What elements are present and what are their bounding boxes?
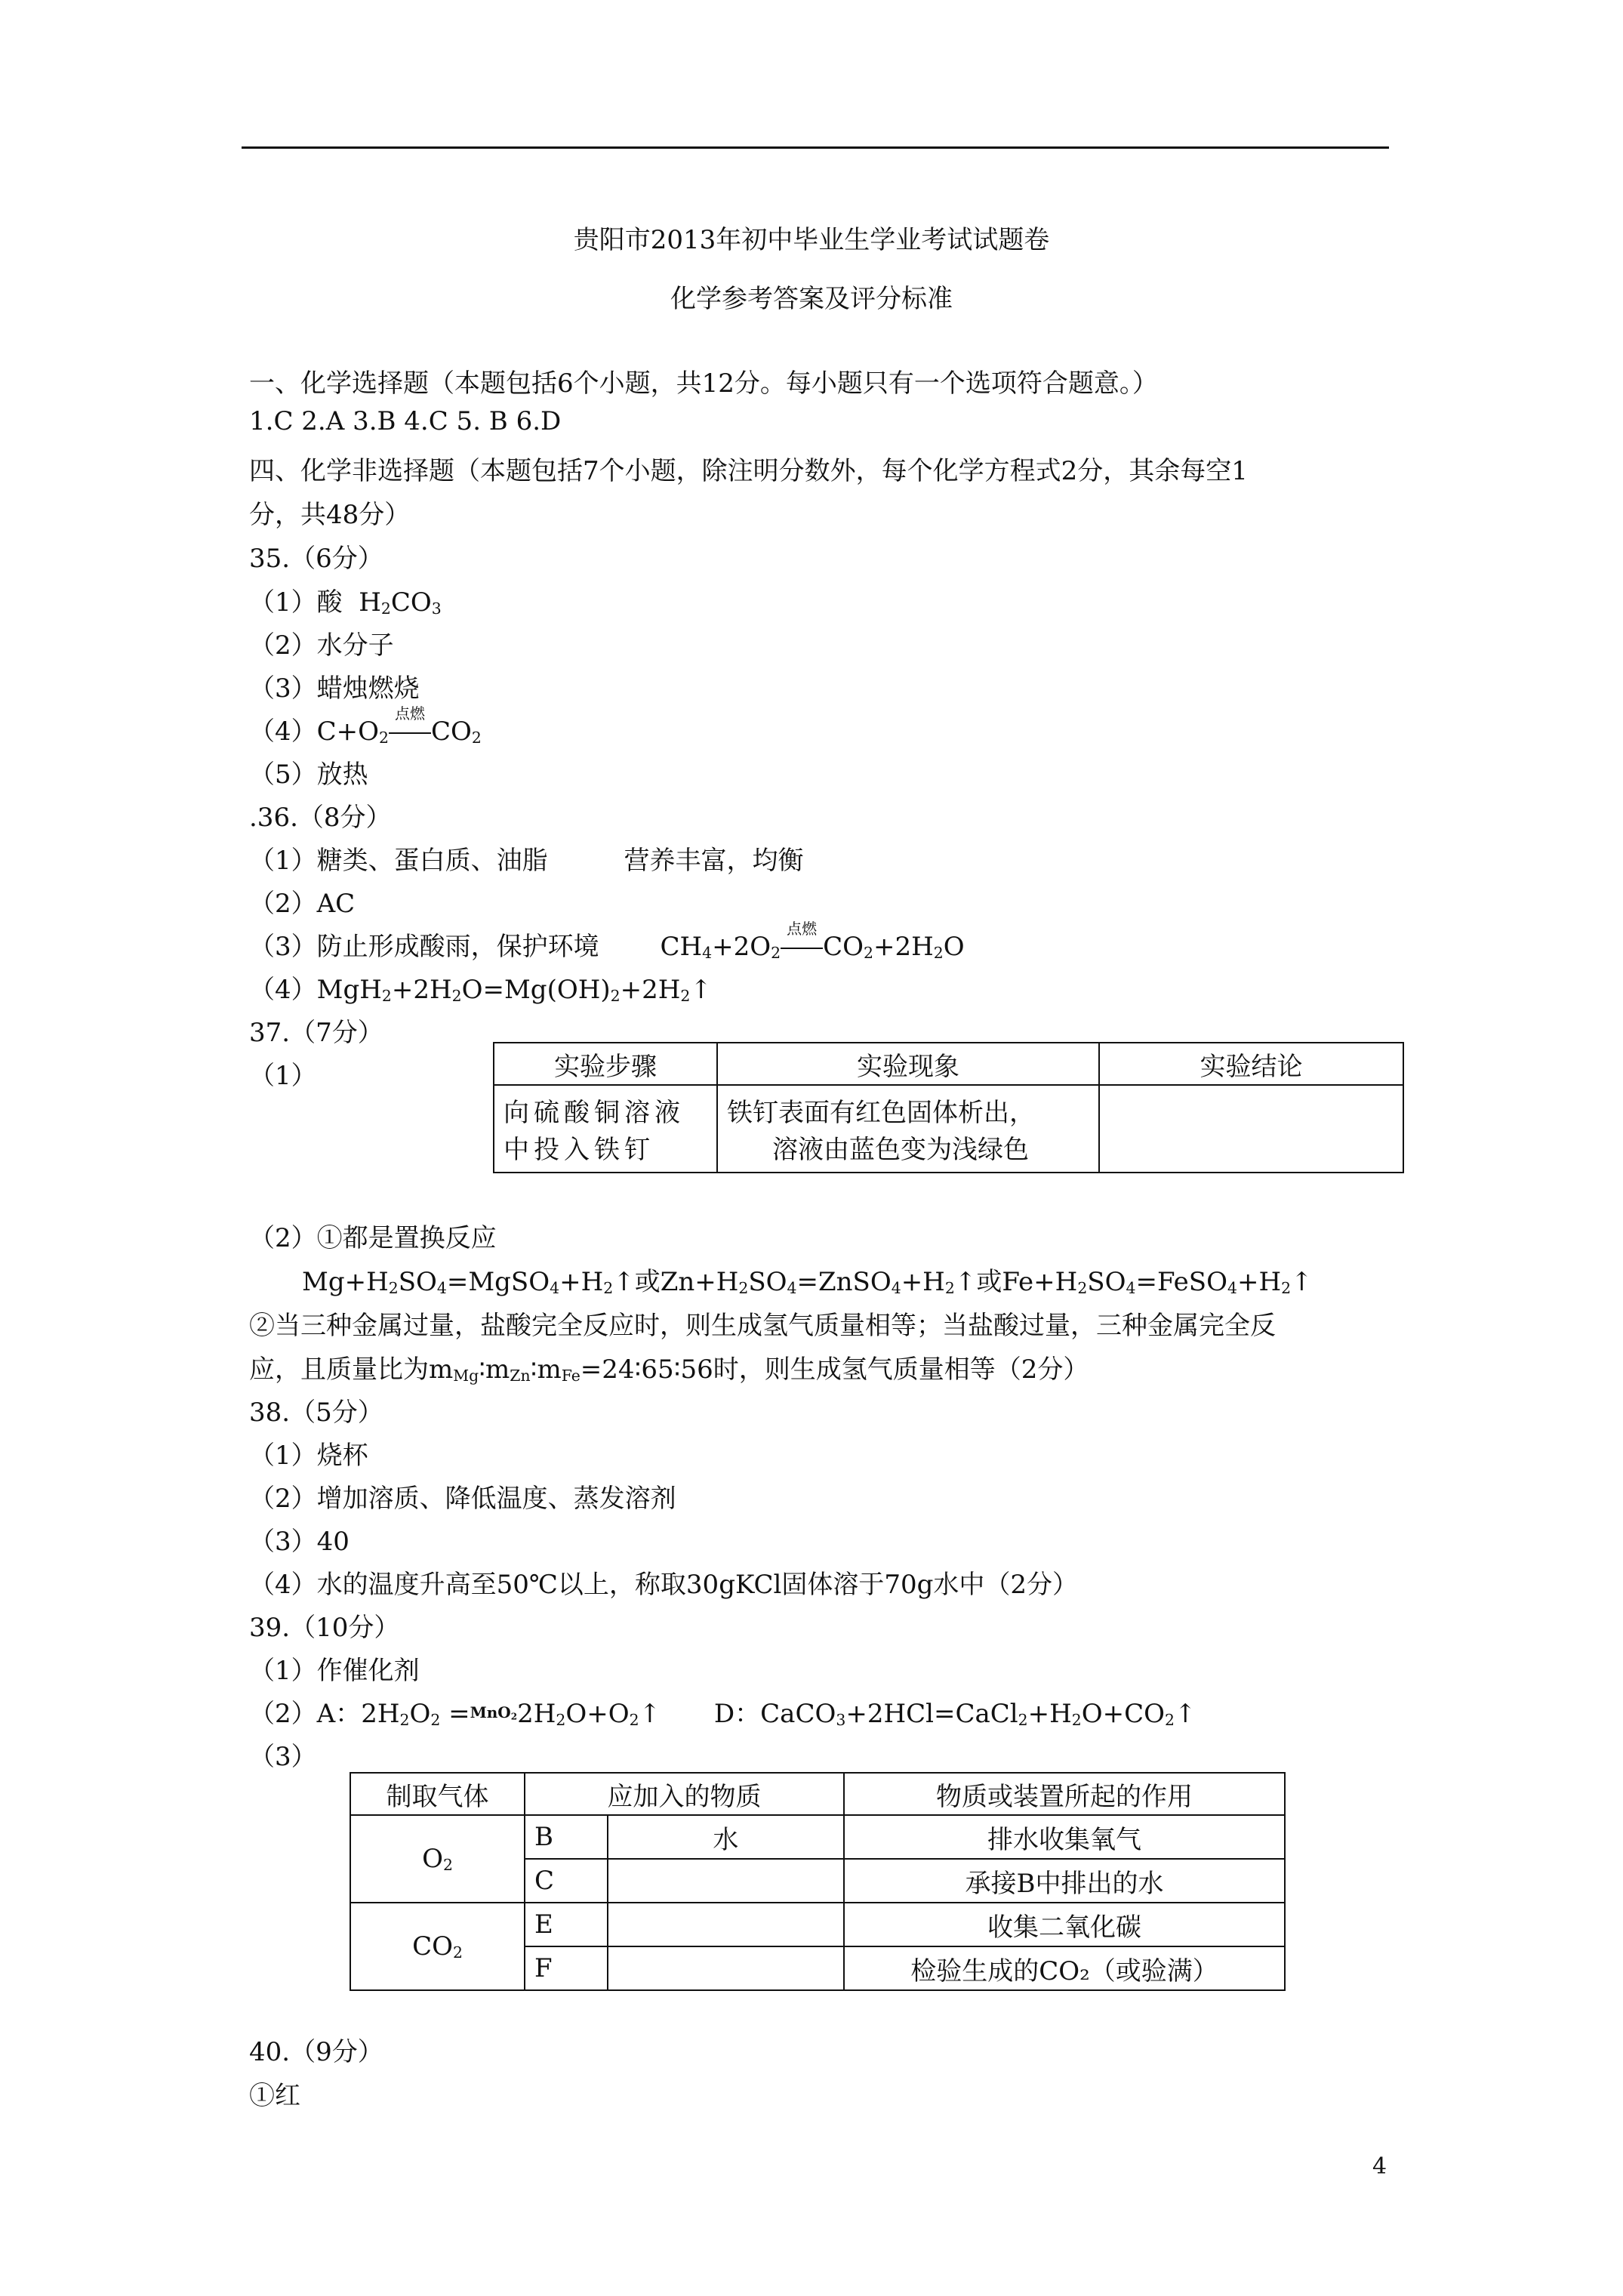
table-cell-conclusion — [1099, 1085, 1403, 1173]
table-cell-role: 承接B中排出的水 — [844, 1859, 1285, 1903]
q35-answer-1: （1）酸 $H_2CO_3$ — [249, 587, 442, 618]
q38-answer-3: （3）40 — [249, 1527, 350, 1557]
table-cell-substance: 水 — [608, 1815, 844, 1859]
q39-answer-1: （1）作催化剂 — [249, 1656, 420, 1686]
table-cell-device: C — [525, 1859, 608, 1903]
q40-title: 40.（9分） — [249, 2037, 383, 2067]
table-cell-role: 检验生成的CO₂（或验满） — [844, 1946, 1285, 1990]
q36-title: .36.（8分） — [249, 803, 392, 833]
page-title: 贵阳市2013年初中毕业生学业考试试题卷 — [573, 225, 1050, 255]
table-row — [350, 1903, 1285, 1946]
q39-title: 39.（10分） — [249, 1613, 400, 1643]
table-cell-substance — [608, 1903, 844, 1946]
page-subtitle: 化学参考答案及评分标准 — [670, 284, 953, 314]
table-header: 实验结论 — [1099, 1043, 1403, 1085]
q37-answer-2b-line1: ②当三种金属过量，盐酸完全反应时，则生成氢气质量相等；当盐酸过量，三种金属完全反 — [249, 1311, 1276, 1341]
q38-title: 38.（5分） — [249, 1398, 383, 1428]
q35-answer-2: （2）水分子 — [249, 630, 394, 661]
q37-answer-2: （2）①都是置换反应 — [249, 1223, 497, 1253]
q35-answer-5: （5）放热 — [249, 760, 368, 790]
q39-answer-3-label: （3） — [249, 1742, 317, 1772]
q35-answer-3: （3）蜡烛燃烧 — [249, 673, 420, 704]
q37-title: 37.（7分） — [249, 1018, 383, 1048]
q37-answer-1-label: （1） — [249, 1061, 317, 1091]
q37-equations: $Mg+H_2SO_4=MgSO_4+H_2↑$或$Zn+H_2SO_4=ZnSO_4+H_2↑$或$Fe+H_2SO_4=FeSO_4+H_2↑$ — [302, 1267, 1313, 1298]
q38-answer-2: （2）增加溶质、降低温度、蒸发溶剂 — [249, 1484, 676, 1514]
header-rule — [242, 146, 1389, 149]
table-header: 制取气体 — [350, 1773, 525, 1815]
q35-answer-4: $(4)C+O_2$ 点燃 $CO_2$ — [249, 704, 482, 747]
table-cell-device: B — [525, 1815, 608, 1859]
section4-heading-line2: 分，共48分） — [249, 500, 411, 530]
table-header: 应加入的物质 — [525, 1773, 844, 1815]
q35-title: 35.（6分） — [249, 544, 383, 574]
table-cell-substance — [608, 1946, 844, 1990]
q38-answer-1: （1）烧杯 — [249, 1441, 368, 1471]
q38-answer-4: （4）水的温度升高至50℃以上，称取30gKCl固体溶于70g水中（2分） — [249, 1570, 1078, 1600]
table-cell-phenomenon: 铁钉表面有红色固体析出， 溶液由蓝色变为浅绿色 — [717, 1085, 1099, 1173]
table-cell-substance — [608, 1859, 844, 1903]
table-header: 实验现象 — [717, 1043, 1099, 1085]
q36-answer-1: （1）糖类、蛋白质、油脂 营养丰富，均衡 — [249, 846, 804, 876]
q39-gas-table — [350, 1772, 1286, 1991]
q37-answer-2b-line2: 应，且质量比为$m_{Mg}∶m_{Zn}∶m_{Fe}=24∶65∶56$时，则生成氢气质量相等（2分） — [249, 1354, 1089, 1385]
table-cell-role: 排水收集氧气 — [844, 1815, 1285, 1859]
q36-answer-3: （3）防止形成酸雨，保护环境 $CH_4+2O_2$ 点燃 $CO_2+2H_2O$ — [249, 920, 965, 963]
table-header: 物质或装置所起的作用 — [844, 1773, 1285, 1815]
table-row — [350, 1815, 1285, 1859]
table-cell-role: 收集二氧化碳 — [844, 1903, 1285, 1946]
table-cell-gas: $O_2$ — [350, 1815, 525, 1903]
q37-experiment-table — [493, 1042, 1404, 1173]
q36-answer-4: $(4)MgH_2+2H_2O=Mg(OH)_2+2H_2↑$ — [249, 975, 712, 1006]
section1-heading: 一、化学选择题（本题包括6个小题，共12分。每小题只有一个选项符合题意。） — [249, 368, 1158, 399]
q36-answer-2: （2）AC — [249, 889, 356, 919]
section1-answers: 1.C 2.A 3.B 4.C 5. B 6.D — [249, 406, 562, 436]
table-cell-gas: $CO_2$ — [350, 1903, 525, 1990]
section4-heading-line1: 四、化学非选择题（本题包括7个小题，除注明分数外，每个化学方程式2分，其余每空1 — [249, 456, 1248, 486]
table-cell-device: F — [525, 1946, 608, 1990]
table-cell-device: E — [525, 1903, 608, 1946]
q40-answer-1: ①红 — [249, 2081, 300, 2111]
q39-answer-2: （2）A：$2H_2O_2$ $=MnO_22H_2O+O_2↑$ D：$CaCO_3+2HCl=CaCl_2+H_2O+CO_2↑$ — [249, 1699, 1196, 1730]
table-header: 实验步骤 — [494, 1043, 717, 1085]
page-number: 4 — [1372, 2153, 1387, 2180]
table-cell-step: 向硫酸铜溶液 中投入铁钉 — [494, 1085, 717, 1173]
